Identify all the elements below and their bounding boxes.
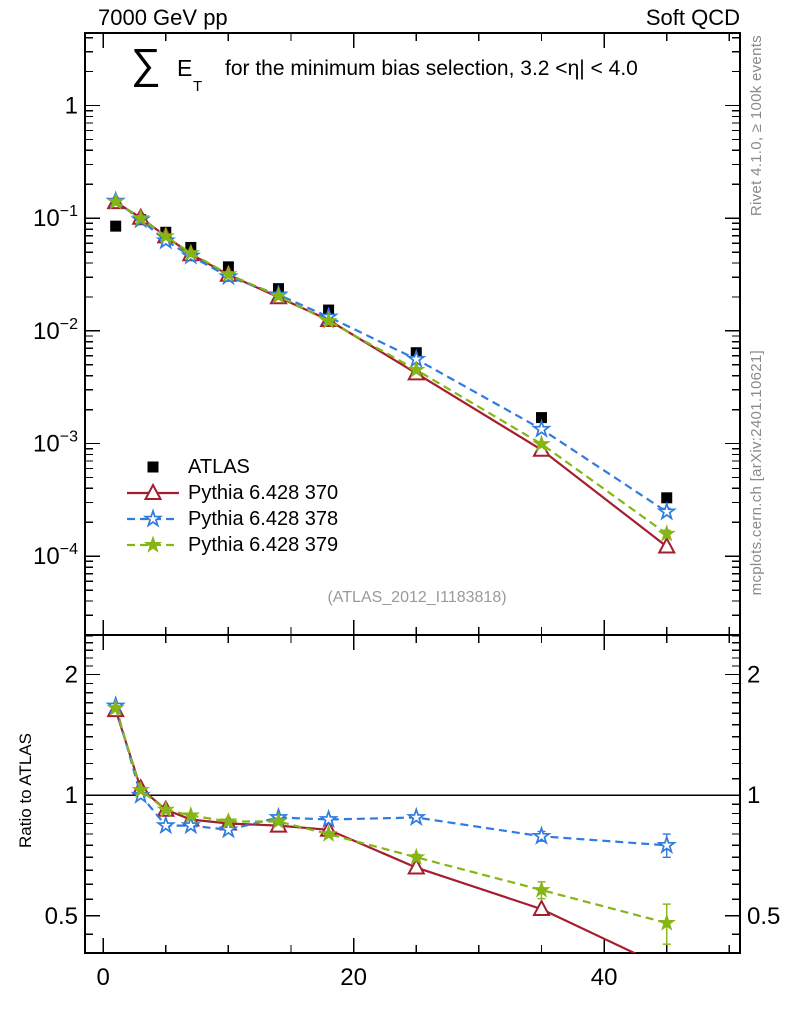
svg-text:2: 2 xyxy=(64,661,78,689)
header-category: Soft QCD xyxy=(645,5,740,30)
header-energy: 7000 GeV pp xyxy=(98,5,228,30)
svg-text:1: 1 xyxy=(747,782,761,810)
side-note-mcplots: mcplots.cern.ch [arXiv:2401.10621] xyxy=(748,350,765,596)
svg-text:1: 1 xyxy=(64,782,78,810)
sum-symbol: ∑ xyxy=(131,40,161,87)
side-note-rivet: Rivet 4.1.0, ≥ 100k events xyxy=(748,35,765,217)
plot-title: for the minimum bias selection, 3.2 <η| < 4.0 xyxy=(225,57,638,80)
svg-text:10−2: $10^{-2}$ xyxy=(33,315,78,345)
svg-text:0.5: 0.5 xyxy=(44,902,78,930)
legend-label-atlas: ATLAS xyxy=(188,456,250,478)
observable-label: E xyxy=(177,55,193,81)
legend-label-pythia-379: Pythia 6.428 379 xyxy=(188,534,339,556)
analysis-watermark: (ATLAS_2012_I1183818) xyxy=(327,589,507,606)
legend-label-pythia-370: Pythia 6.428 370 xyxy=(188,482,339,504)
legend-label-pythia-378: Pythia 6.428 378 xyxy=(188,508,339,530)
svg-text:2: 2 xyxy=(747,661,761,689)
observable-subscript: T xyxy=(193,78,203,95)
svg-text:0: 0 xyxy=(96,964,110,991)
svg-text:10−4: $10^{-4}$ xyxy=(33,541,78,571)
svg-text:40: 40 xyxy=(590,964,618,991)
svg-text:0.5: 0.5 xyxy=(747,902,781,930)
svg-text:20: 20 xyxy=(340,964,367,991)
svg-text:10−1: $10^{-1}$ xyxy=(33,203,78,233)
svg-text:1: 1 xyxy=(64,92,78,120)
svg-text:10−3: $10^{-3}$ xyxy=(33,428,78,458)
ratio-axis-label: Ratio to ATLAS xyxy=(16,733,35,848)
